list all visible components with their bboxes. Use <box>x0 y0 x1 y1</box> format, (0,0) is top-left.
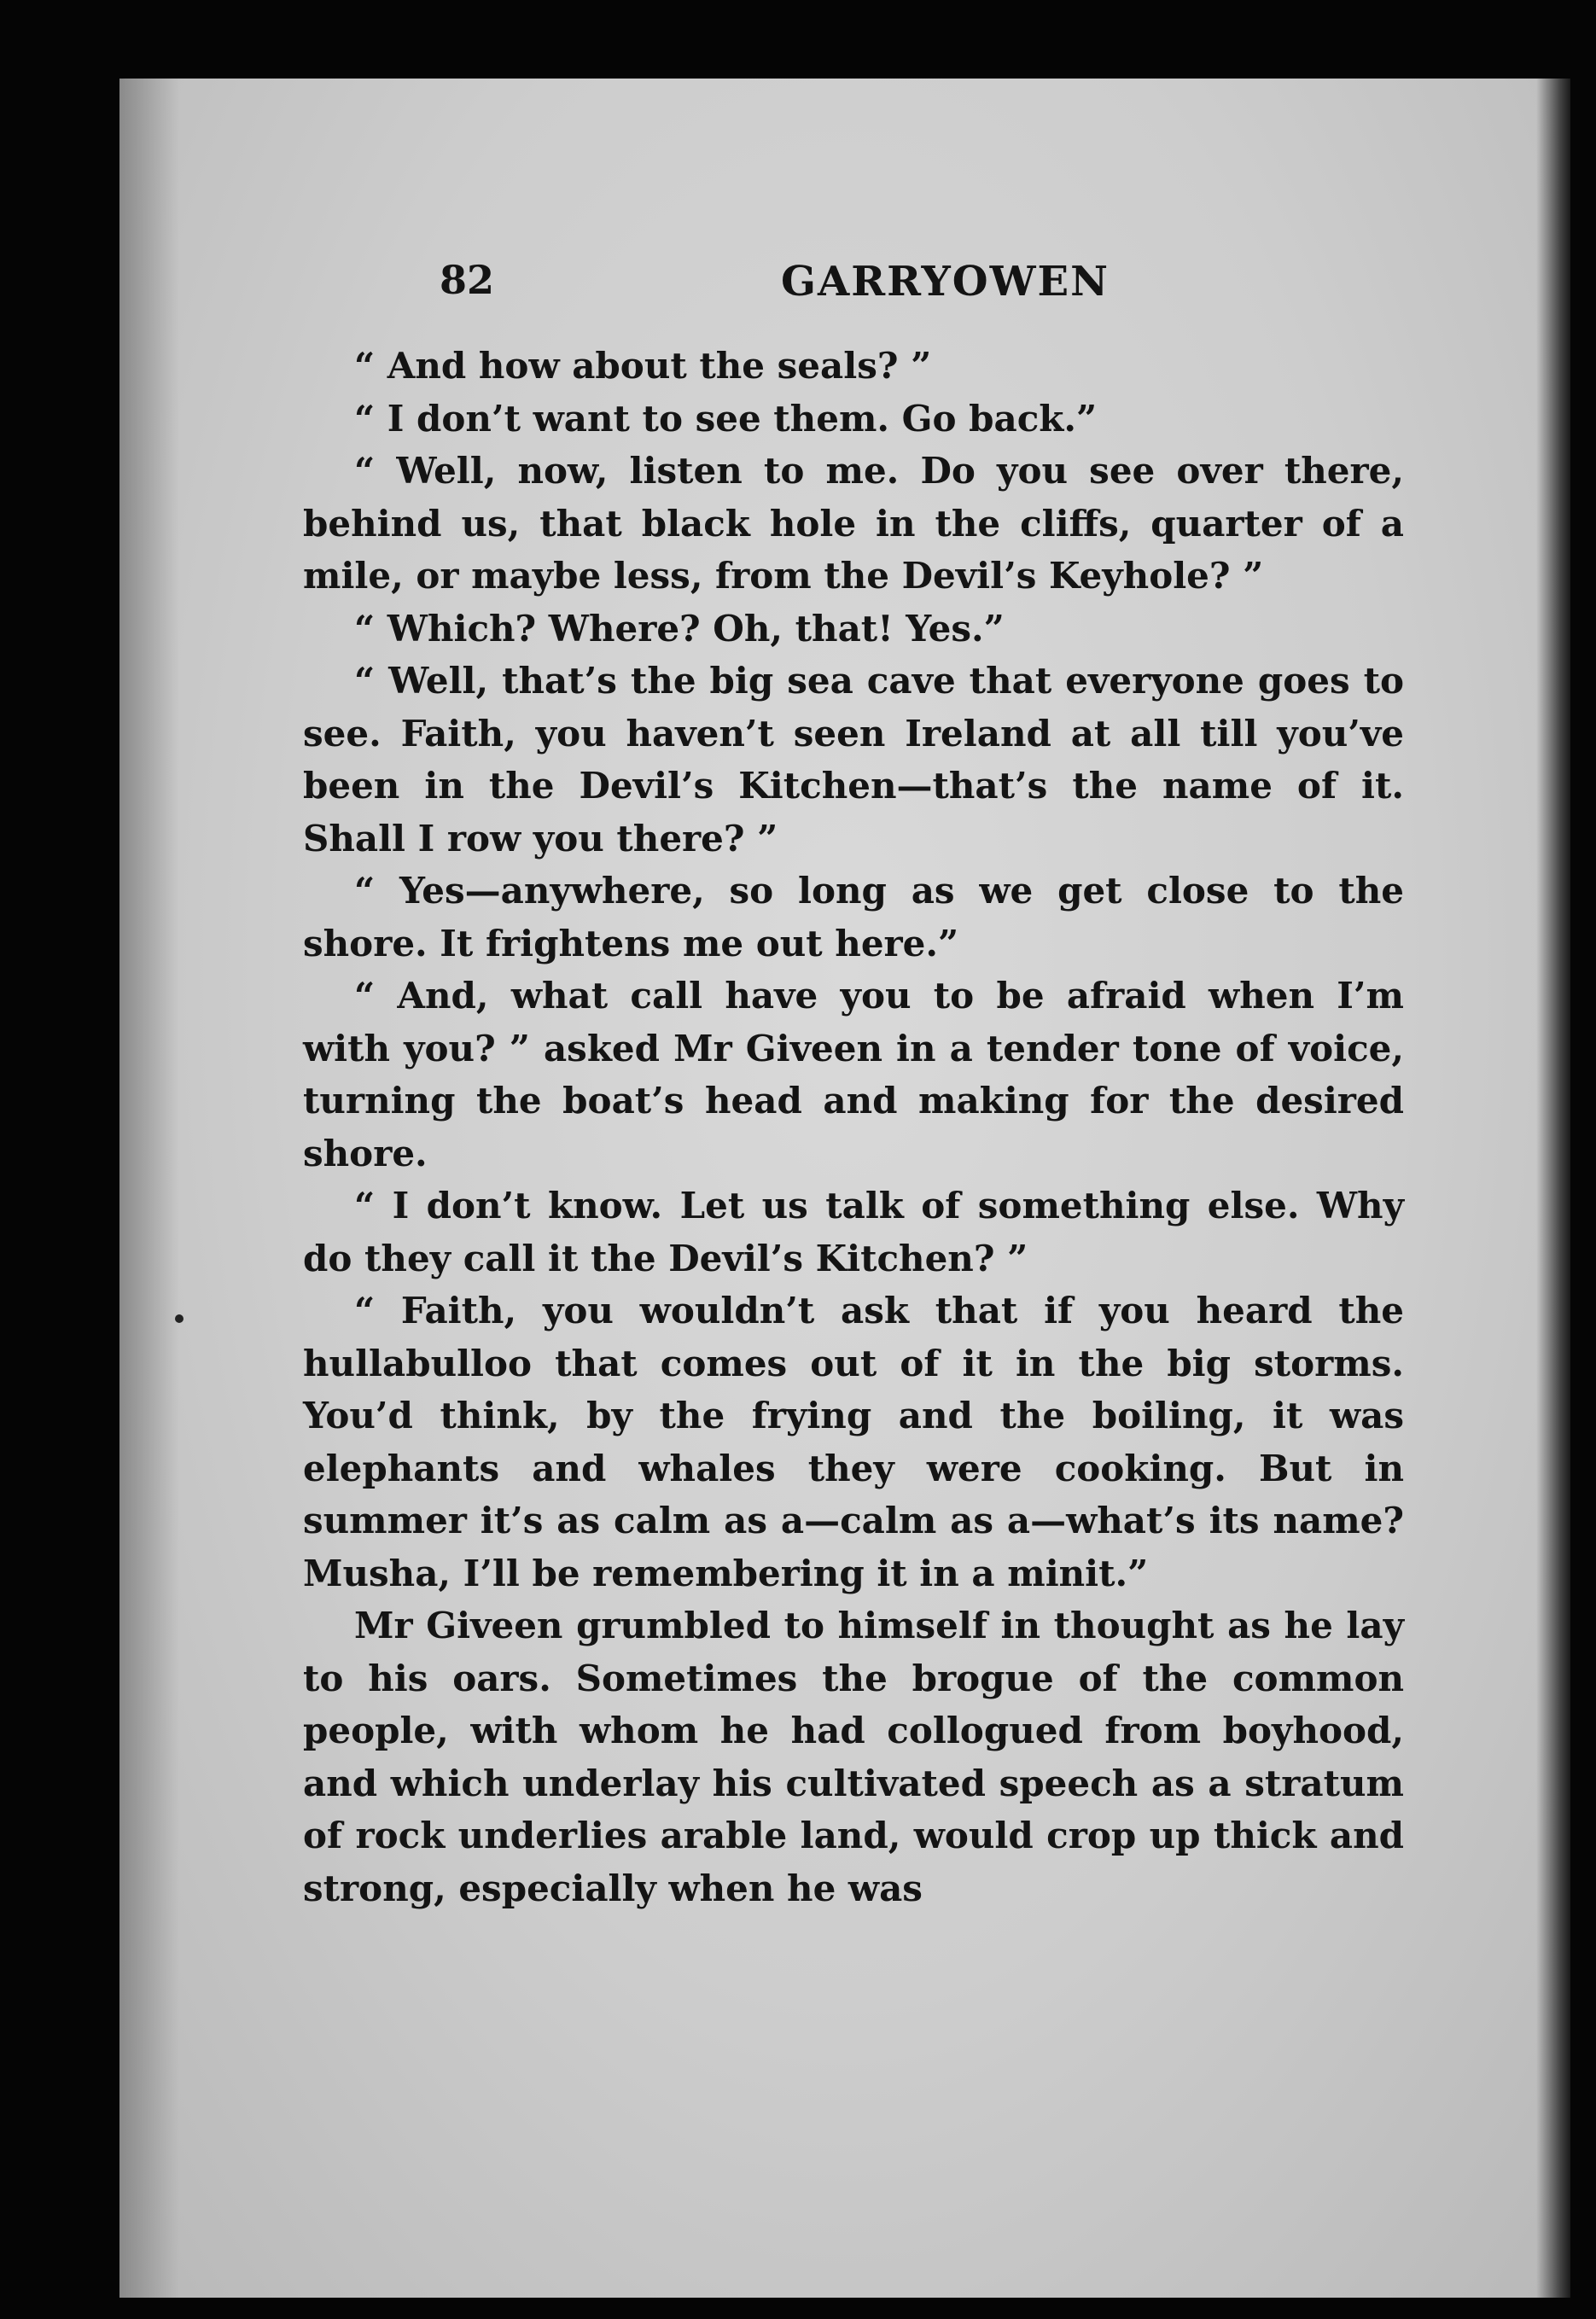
paragraph: “ And how about the seals? ” <box>354 345 932 387</box>
running-title: GARRYOWEN <box>781 258 1110 306</box>
paragraph: “ Which? Where? Oh, that! Yes.” <box>354 607 1005 650</box>
paragraph: “ I don’t want to see them. Go back.” <box>354 397 1098 440</box>
page-header <box>303 254 1404 340</box>
paragraph: “ Well, now, listen to me. Do you see over there, behind us, that black hole in the cliffs, quarter of a mile, or maybe less, from the Devil’s Keyhole? ” <box>303 450 1404 597</box>
ink-speck <box>175 1314 183 1323</box>
paragraph: Mr Giveen grumbled to himself in thought as he lay to his oars. Sometimes the brogue of the common people, with whom he had collogued from boyhood, and which underlay his cultivated speech as a stratum of rock underlies arable land, would crop up thick and strong, especially when he was <box>303 1605 1404 1909</box>
page-number: 82 <box>440 257 495 303</box>
paragraph: “ Faith, you wouldn’t ask that if you heard the hullabulloo that comes out of it in the big storms. You’d think, by the frying and the boiling, it was elephants and whales they were cooking. But in summer it’s as calm as a—calm as a—what’s its name? Musha, I’ll be remembering it in a minit.” <box>303 1290 1404 1594</box>
paragraph: “ Well, that’s the big sea cave that everyone goes to see. Faith, you haven’t seen Ireland at all till you’ve been in the Devil’s Kitchen—that’s the name of it. Shall I row you there? ” <box>303 660 1404 859</box>
paragraph: “ I don’t know. Let us talk of something else. Why do they call it the Devil’s Kitchen? ” <box>303 1185 1404 1279</box>
paragraph: “ And, what call have you to be afraid when I’m with you? ” asked Mr Giveen in a tender tone of voice, turning the boat’s head and making for the desired shore. <box>303 975 1404 1174</box>
spine-shadow <box>119 79 179 2298</box>
page-edge <box>1536 79 1570 2298</box>
page-text <box>303 254 1404 1914</box>
paragraph: “ Yes—anywhere, so long as we get close to the shore. It frightens me out here.” <box>303 870 1404 964</box>
